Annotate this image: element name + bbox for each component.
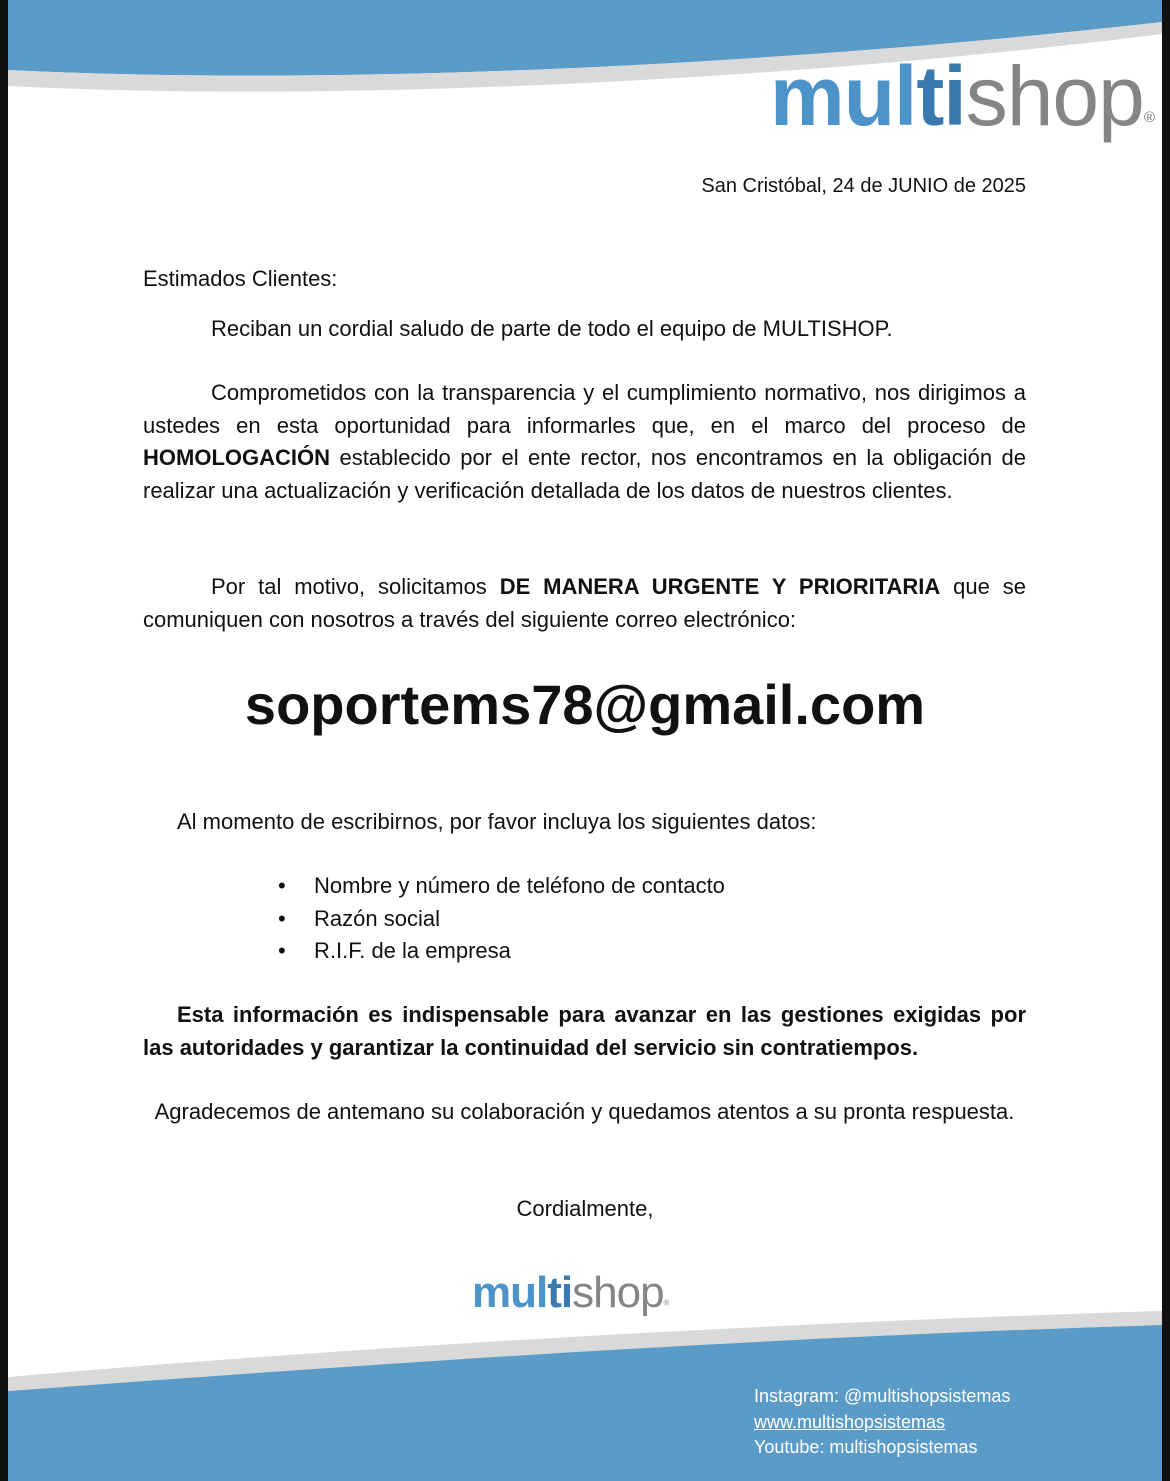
closing: Cordialmente, bbox=[516, 1196, 654, 1221]
paragraph-greeting: Reciban un cordial saludo de parte de todo el equipo de MULTISHOP. bbox=[211, 316, 893, 341]
homologation-emphasis: HOMOLOGACIÓN bbox=[143, 445, 330, 470]
paragraph-thanks: Agradecemos de antemano su colaboración y quedamos atentos a su pronta respuesta. bbox=[154, 1099, 1015, 1124]
paragraph-urgent-request: Por tal motivo, solicitamos DE MANERA URGENTE Y PRIORITARIA que se comuniquen con nosotros a través del siguiente correo electrónico: bbox=[143, 574, 1026, 632]
list-item: • Nombre y número de teléfono de contacto bbox=[278, 870, 725, 903]
paragraph-homologation: Comprometidos con la transparencia y el cumplimiento normativo, nos dirigimos a ustedes en esta oportunidad para informarles que, en el marco del proceso de HOMOLOGACIÓN establecido por el ente rector, nos encontramos en la obligación de realizar una actualización y verificación detallada de los datos de nuestros clientes. bbox=[143, 380, 1026, 503]
paragraph-instructions: Al momento de escribirnos, por favor incluya los siguientes datos: bbox=[177, 809, 817, 834]
urgent-emphasis: DE MANERA URGENTE Y PRIORITARIA bbox=[499, 574, 941, 599]
list-item: • R.I.F. de la empresa bbox=[278, 935, 725, 968]
contact-email: soportems78@gmail.com bbox=[244, 673, 926, 736]
youtube-channel: Youtube: multishopsistemas bbox=[754, 1437, 978, 1457]
list-item: • Razón social bbox=[278, 903, 725, 936]
letter-page bbox=[8, 0, 1162, 1481]
footer-contacts bbox=[754, 1384, 1010, 1461]
multishop-logo-bottom: multishop® bbox=[472, 1268, 669, 1317]
instagram-handle: Instagram: @multishopsistemas bbox=[754, 1386, 1011, 1406]
letter-date: San Cristóbal, 24 de JUNIO de 2025 bbox=[701, 175, 1026, 197]
letter-greeting: Estimados Clientes: bbox=[143, 266, 338, 291]
required-data-list bbox=[278, 870, 725, 968]
website-link[interactable]: www.multishopsistemas bbox=[754, 1411, 946, 1432]
multishop-logo-top: multishop® bbox=[770, 49, 1154, 143]
paragraph-importance: Esta información es indispensable para avanzar en las gestiones exigidas por las autoridades y garantizar la continuidad del servicio sin contratiempos. bbox=[143, 1002, 1026, 1060]
